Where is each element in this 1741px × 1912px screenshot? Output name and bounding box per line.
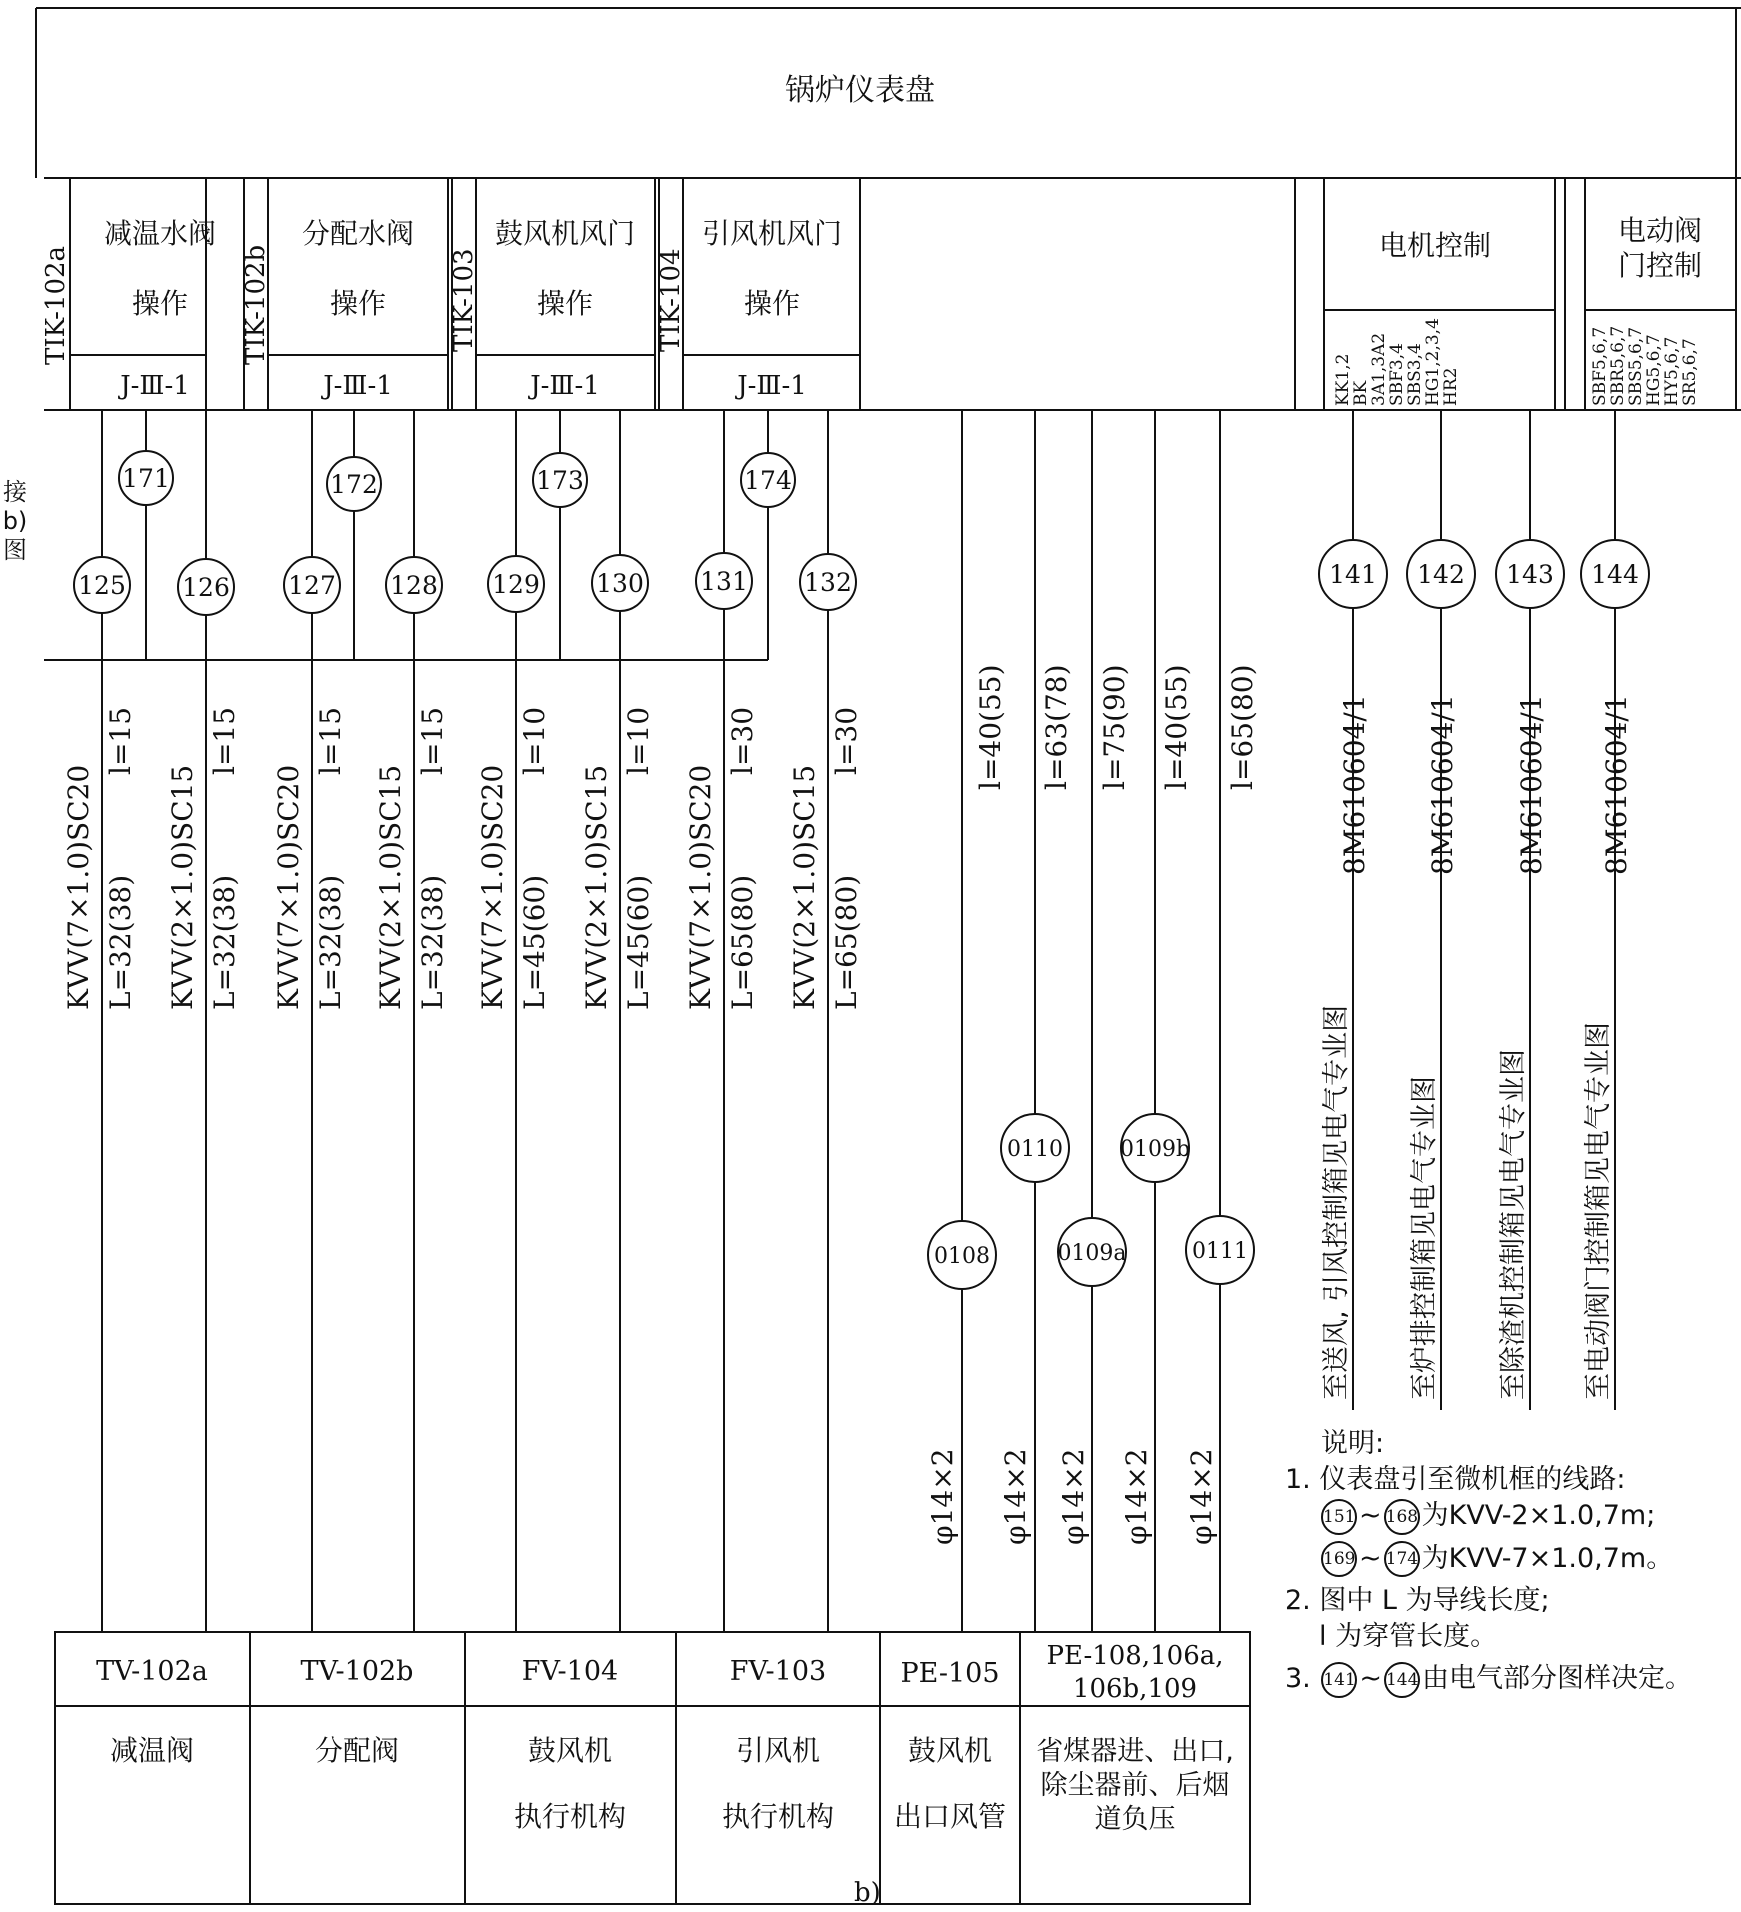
- motor-item: HG1,2,3,4: [1423, 318, 1443, 406]
- electric-cable: 8M610604/1: [1515, 694, 1548, 875]
- panel-section-tik-104: [656, 178, 860, 410]
- cable-length: L=45(60): [518, 874, 551, 1010]
- pipe-length: l=75(90): [1098, 664, 1131, 790]
- svg-text:126: 126: [182, 573, 230, 602]
- cable-labels: [62, 707, 863, 1010]
- section-tag: TIK-103: [449, 248, 479, 352]
- pipe-size: φ14×2: [1120, 1448, 1153, 1545]
- circle-174: 174: [1384, 1541, 1420, 1577]
- pipe-length: l=15: [208, 706, 241, 775]
- svg-text:144: 144: [1591, 560, 1639, 589]
- motor-item: SBF3,4: [1387, 343, 1407, 406]
- circle-169: 169: [1321, 1541, 1357, 1577]
- top-circle-172: [327, 457, 381, 511]
- svg-text:0110: 0110: [1007, 1137, 1063, 1162]
- tilde: ~: [1359, 1663, 1382, 1694]
- electric-destination: 至电动阀门控制箱见电气专业图: [1583, 1022, 1614, 1400]
- top-circle-174: [741, 453, 795, 507]
- motor-item: BK: [1351, 380, 1371, 406]
- pipe-lines: [926, 410, 1259, 1632]
- motor-item: 3A1,3A2: [1369, 332, 1389, 406]
- electric-circle-142: [1407, 540, 1475, 608]
- section-name-line1: 分配水阀: [301, 217, 415, 250]
- note-1a-text: 为KVV-2×1.0,7m;: [1421, 1500, 1656, 1531]
- pipe-length: l=10: [622, 706, 655, 775]
- circle-151: 151: [1321, 1499, 1357, 1535]
- left-mark-line2: b): [2, 507, 28, 535]
- circle-168: 168: [1384, 1499, 1420, 1535]
- valve-item: SBS5,6,7: [1626, 326, 1646, 406]
- section-name-line1: 减温水阀: [103, 217, 217, 250]
- cable-spec: KVV(7×1.0)SC20: [684, 764, 717, 1010]
- device-desc-line1: 省煤器进、出口,: [1036, 1736, 1234, 1767]
- note-2a: 2. 图中 L 为导线长度;: [1285, 1585, 1550, 1616]
- cable-length: L=65(80): [726, 874, 759, 1010]
- section-name-line2: 操作: [536, 287, 594, 320]
- panel-section-tik-102b: [241, 178, 448, 410]
- section-tag: TIK-102b: [241, 244, 271, 365]
- notes-heading: 说明:: [1321, 1428, 1385, 1459]
- pipe-length: l=40(55): [1160, 664, 1193, 790]
- section-name-line2: 操作: [131, 287, 189, 320]
- top-circle-171: [119, 451, 173, 505]
- panel-title: 锅炉仪表盘: [785, 73, 935, 108]
- device-desc: 分配阀: [314, 1734, 400, 1767]
- cable-spec: KVV(7×1.0)SC20: [476, 764, 509, 1010]
- electric-cable: 8M610604/1: [1600, 694, 1633, 875]
- device-desc-line2: 执行机构: [721, 1800, 835, 1833]
- electric-cable: 8M610604/1: [1338, 694, 1371, 875]
- pipe-length: l=15: [314, 706, 347, 775]
- section-name-line2: 操作: [743, 287, 801, 320]
- cable-circle-127: [284, 557, 340, 613]
- cable-circle-128: [386, 557, 442, 613]
- section-name-line2: 操作: [329, 287, 387, 320]
- svg-text:130: 130: [596, 569, 644, 598]
- section-tag: TIK-102a: [41, 245, 71, 365]
- top-circle-173: [533, 453, 587, 507]
- pipe-circle-0109a: [1057, 1218, 1126, 1286]
- circle-144: 144: [1384, 1662, 1420, 1698]
- cable-spec: KVV(2×1.0)SC15: [580, 764, 613, 1010]
- svg-text:141: 141: [1329, 560, 1377, 589]
- device-desc-line1: 鼓风机: [907, 1734, 993, 1767]
- svg-text:128: 128: [390, 571, 438, 600]
- cable-length: L=32(38): [208, 874, 241, 1010]
- cable-circle-125: [74, 557, 130, 613]
- circle-141: 141: [1321, 1662, 1357, 1698]
- tilde: ~: [1359, 1542, 1382, 1574]
- svg-text:127: 127: [288, 571, 336, 600]
- valve-control-block: [1565, 178, 1736, 410]
- electric-circle-144: [1581, 540, 1649, 608]
- valve-item: HY5,6,7: [1662, 336, 1682, 406]
- note-1a: [1285, 1498, 1735, 1535]
- pipe-circle-0111: [1186, 1216, 1254, 1284]
- device-tag-line1: PE-108,106a,: [1046, 1641, 1224, 1671]
- device-desc-line1: 鼓风机: [527, 1734, 613, 1767]
- cable-circle-130: [592, 555, 648, 611]
- panel-section-tik-103: [449, 178, 655, 410]
- section-tag: TIK-104: [656, 248, 686, 352]
- note-2b: l 为穿管长度。: [1319, 1621, 1498, 1652]
- device-desc-line2: 执行机构: [513, 1800, 627, 1833]
- svg-text:0108: 0108: [934, 1244, 990, 1269]
- device-desc-line3: 道负压: [1094, 1804, 1176, 1835]
- cable-circle-132: [800, 554, 856, 610]
- cable-spec: KVV(7×1.0)SC20: [62, 764, 95, 1010]
- electric-cable: 8M610604/1: [1426, 694, 1459, 875]
- section-model: J-Ⅲ-1: [120, 371, 190, 401]
- left-mark: [0, 478, 30, 565]
- pipe-length: l=30: [726, 706, 759, 775]
- note-3-text: 由电气部分图样决定。: [1421, 1663, 1692, 1694]
- notes: [1285, 1426, 1735, 1698]
- note-1b: [1285, 1541, 1735, 1578]
- cable-spec: KVV(2×1.0)SC15: [788, 764, 821, 1010]
- note-1: 1. 仪表盘引至微机框的线路:: [1285, 1464, 1626, 1495]
- svg-text:174: 174: [744, 466, 792, 495]
- svg-text:131: 131: [700, 567, 748, 596]
- cable-length: L=65(80): [830, 874, 863, 1010]
- svg-text:129: 129: [492, 570, 540, 599]
- motor-item: HR2: [1441, 367, 1461, 406]
- cable-spec: KVV(2×1.0)SC15: [166, 764, 199, 1010]
- left-mark-line3: 图: [3, 536, 27, 564]
- svg-text:0109a: 0109a: [1057, 1241, 1127, 1266]
- motor-item: KK1,2: [1333, 353, 1353, 406]
- cable-circle-126: [178, 559, 234, 615]
- svg-text:172: 172: [330, 470, 378, 499]
- device-tag: FV-104: [521, 1656, 619, 1687]
- panel-section-tik-102a: [41, 178, 216, 410]
- pipe-length: l=40(55): [974, 664, 1007, 790]
- svg-text:0111: 0111: [1192, 1239, 1248, 1264]
- section-name-line1: 鼓风机风门: [494, 217, 636, 250]
- valve-item: HG5,6,7: [1644, 334, 1664, 406]
- motor-control-title: 电机控制: [1378, 229, 1492, 262]
- pipe-length: l=63(78): [1040, 664, 1073, 790]
- cable-length: L=32(38): [314, 874, 347, 1010]
- device-tag: FV-103: [729, 1656, 827, 1687]
- section-name-line1: 引风机风门: [701, 217, 843, 250]
- valve-item: SR5,6,7: [1680, 338, 1700, 406]
- junction-bracket: [44, 410, 768, 660]
- pipe-size: φ14×2: [1057, 1448, 1090, 1545]
- cable-circle-129: [488, 556, 544, 612]
- svg-text:173: 173: [536, 466, 584, 495]
- svg-text:0109b: 0109b: [1119, 1137, 1191, 1162]
- device-tag: TV-102a: [96, 1656, 208, 1687]
- electric-destination: 至送风, 引风控制箱见电气专业图: [1321, 1004, 1352, 1400]
- pipe-length: l=15: [416, 706, 449, 775]
- device-desc: 减温阀: [109, 1734, 195, 1767]
- pipe-circle-0110: [1001, 1114, 1069, 1182]
- note-3-prefix: 3.: [1285, 1663, 1311, 1694]
- pipe-length: l=65(80): [1226, 664, 1259, 790]
- electric-circle-143: [1496, 540, 1564, 608]
- pipe-circle-0108: [928, 1221, 996, 1289]
- section-model: J-Ⅲ-1: [737, 371, 807, 401]
- figure-caption: b): [854, 1878, 881, 1908]
- note-3: [1285, 1661, 1735, 1698]
- left-mark-line1: 接: [3, 478, 27, 506]
- electric-destination: 至除渣机控制箱见电气专业图: [1498, 1049, 1529, 1400]
- svg-text:171: 171: [122, 464, 170, 493]
- device-desc-line2: 除尘器前、后烟: [1040, 1770, 1230, 1801]
- cable-spec: KVV(7×1.0)SC20: [272, 764, 305, 1010]
- pipe-length: l=10: [518, 706, 551, 775]
- valve-control-title-line1: 电动阀: [1617, 214, 1703, 247]
- device-desc-line1: 引风机: [735, 1734, 821, 1767]
- svg-text:142: 142: [1417, 560, 1465, 589]
- electric-destination: 至炉排控制箱见电气专业图: [1409, 1076, 1440, 1400]
- cable-length: L=32(38): [416, 874, 449, 1010]
- valve-item: SBR5,6,7: [1608, 325, 1628, 406]
- valve-control-title-line2: 门控制: [1617, 249, 1703, 282]
- section-model: J-Ⅲ-1: [530, 371, 600, 401]
- device-table: [55, 1632, 1250, 1904]
- cable-spec: KVV(2×1.0)SC15: [374, 764, 407, 1010]
- device-tag-line2: 106b,109: [1072, 1674, 1198, 1704]
- device-tag: PE-105: [900, 1658, 1000, 1689]
- pipe-size: φ14×2: [999, 1448, 1032, 1545]
- motor-item: SBS3,4: [1405, 343, 1425, 406]
- cable-circle-131: [696, 553, 752, 609]
- svg-text:143: 143: [1506, 560, 1554, 589]
- svg-text:125: 125: [78, 571, 126, 600]
- motor-control-block: [1295, 178, 1555, 410]
- valve-item: SBF5,6,7: [1590, 326, 1610, 406]
- pipe-size: φ14×2: [1185, 1448, 1218, 1545]
- note-1b-text: 为KVV-7×1.0,7m。: [1421, 1542, 1674, 1574]
- cable-length: L=45(60): [622, 874, 655, 1010]
- electric-circle-141: [1319, 540, 1387, 608]
- cable-length: L=32(38): [104, 874, 137, 1010]
- pipe-length: l=15: [104, 706, 137, 775]
- section-model: J-Ⅲ-1: [323, 371, 393, 401]
- pipe-length: l=30: [830, 706, 863, 775]
- pipe-size: φ14×2: [926, 1448, 959, 1545]
- device-desc-line2: 出口风管: [893, 1800, 1007, 1833]
- pipe-circle-0109b: [1120, 1114, 1190, 1182]
- tilde: ~: [1359, 1500, 1382, 1531]
- device-tag: TV-102b: [300, 1656, 414, 1687]
- svg-text:132: 132: [804, 568, 852, 597]
